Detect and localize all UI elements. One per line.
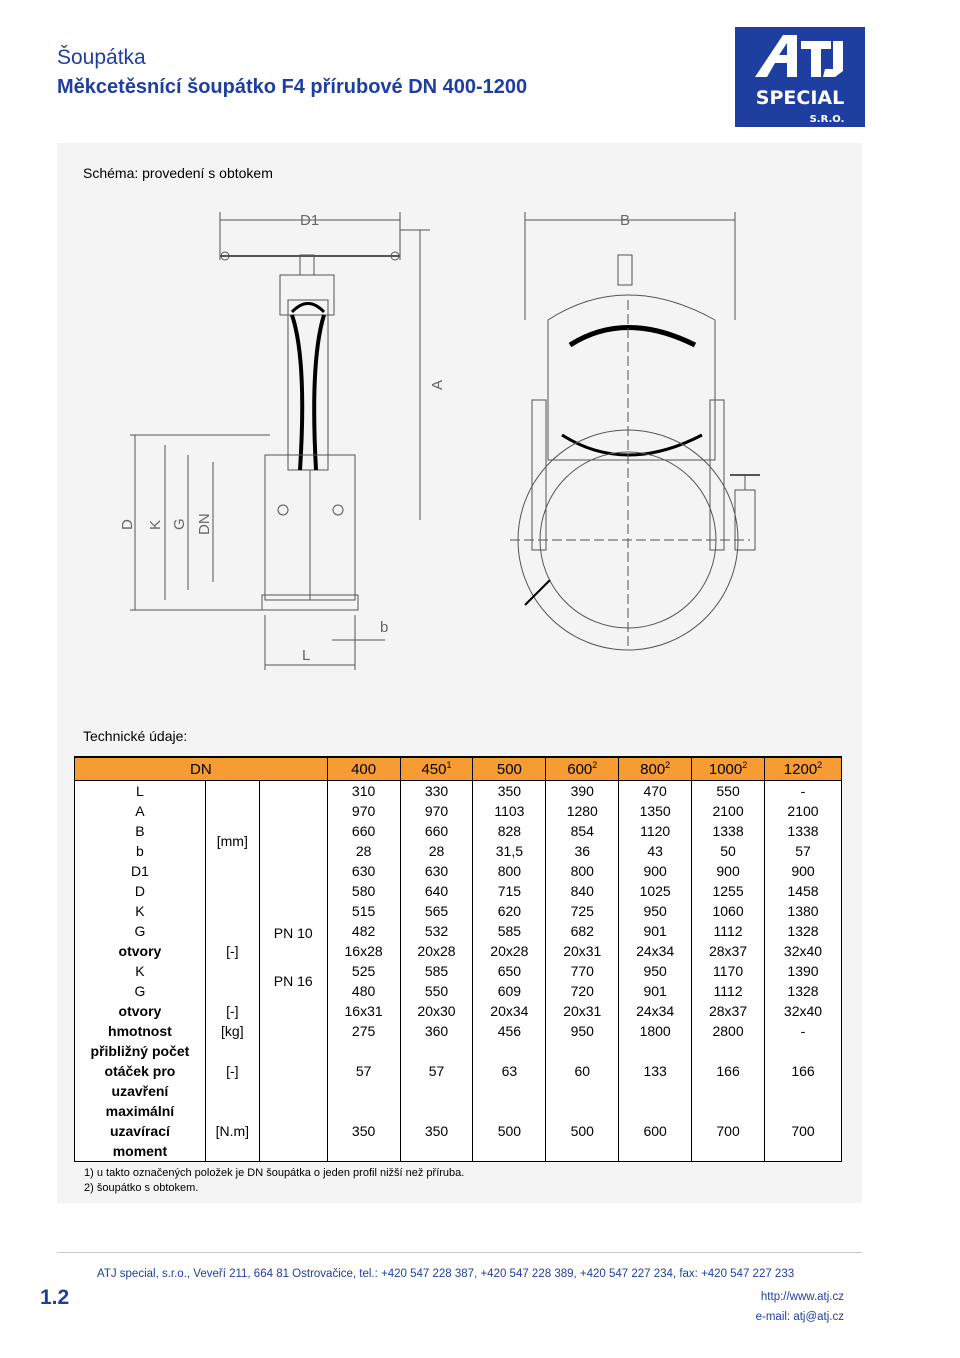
table-row: G 480 550 609 720 901 1112 1328 [75, 981, 842, 1001]
dim-label-l: L [302, 647, 311, 664]
dn-col-1200: 1200$^2$ [765, 757, 842, 781]
table-row: G 482 532 585 682 901 1112 1328 [75, 921, 842, 941]
table-row: K PN 16 525 585 650 770 950 1170 1390 [75, 961, 842, 981]
logo-text-sro: S.R.O. [809, 114, 845, 125]
footnote-2: 2) šoupátko s obtokem. [84, 1182, 199, 1194]
footer-divider [57, 1252, 862, 1253]
table-row: L [mm] 310 330 350 390 470 550 - [75, 781, 842, 802]
page-title: Měkcetěsnící šoupátko F4 přírubové DN 400-1200 [57, 76, 528, 98]
pn10-label: PN 10 [259, 901, 327, 941]
dim-label-dn: DN [196, 513, 213, 535]
schema-label: Schéma: provedení s obtokem [83, 165, 273, 181]
dn-col-800: $800^2$ [619, 757, 692, 781]
table-row: B 660 660 828 854 1120 1338 1338 [75, 821, 842, 841]
table-row: b 28 28 31,5 36 43 50 57 [75, 841, 842, 861]
dim-label-k: K [147, 519, 164, 530]
page-subtitle: Šoupátka [57, 46, 146, 69]
dim-label-a: A [429, 379, 446, 390]
tech-table [74, 756, 842, 1162]
dn-col-400: 400 [327, 757, 400, 781]
footnotes [84, 1166, 464, 1196]
page-number: 1.2 [40, 1286, 70, 1309]
unit-mm: [mm] [205, 781, 259, 902]
footer-email-link[interactable]: e-mail: atj@atj.cz [755, 1311, 844, 1323]
table-row: otvory [-] 16x31 20x30 20x34 20x31 24x34 28x37 32x40 [75, 1001, 842, 1021]
logo-text-special: SPECIAL [755, 87, 845, 109]
table-row: A 970 970 1103 1280 1350 2100 2100 [75, 801, 842, 821]
table-row: D 580 640 715 840 1025 1255 1458 [75, 881, 842, 901]
valve-drawing [70, 200, 870, 690]
dim-label-d: D [119, 519, 136, 530]
tech-label: Technické údaje: [83, 728, 188, 744]
dn-header: DN [75, 757, 328, 781]
dim-label-d1: D1 [300, 212, 320, 229]
table-row: K PN 10 515 565 620 725 950 1060 1380 [75, 901, 842, 921]
footer-company: ATJ special, s.r.o., Veveří 211, 664 81 Ostrovačice, tel.: +420 547 228 387, +420 547 228 389, +420 547 227 234, fax: +420 547 227 233 [97, 1268, 795, 1280]
dn-col-500: 500 [473, 757, 546, 781]
table-row: maximální uzavírací moment [N.m] 350 350 500 500 600 700 700 [75, 1101, 842, 1162]
table-row: D1 630 630 800 800 900 900 900 [75, 861, 842, 881]
dim-label-b-small: b [380, 619, 389, 636]
dim-label-b-top: B [620, 212, 631, 229]
table-row: hmotnost [kg] 275 360 456 950 1800 2800 - [75, 1021, 842, 1041]
company-logo [735, 27, 865, 127]
dn-col-450: $450^1$ [400, 757, 473, 781]
pn16-label: PN 16 [259, 961, 327, 1001]
footnote-1: 1) u takto označených položek je DN šoupátka o jeden profil nižší než příruba. [84, 1167, 465, 1179]
dn-col-1000: 1000$^2$ [692, 757, 765, 781]
footer-web-link[interactable]: http://www.atj.cz [760, 1291, 844, 1303]
table-row: přibližný počet otáček pro uzavření [-] 57 57 63 60 133 166 166 [75, 1041, 842, 1101]
dn-col-600: $600^2$ [546, 757, 619, 781]
dim-label-g: G [171, 518, 188, 530]
table-row: otvory [-] 16x28 20x28 20x28 20x31 24x34 28x37 32x40 [75, 941, 842, 961]
